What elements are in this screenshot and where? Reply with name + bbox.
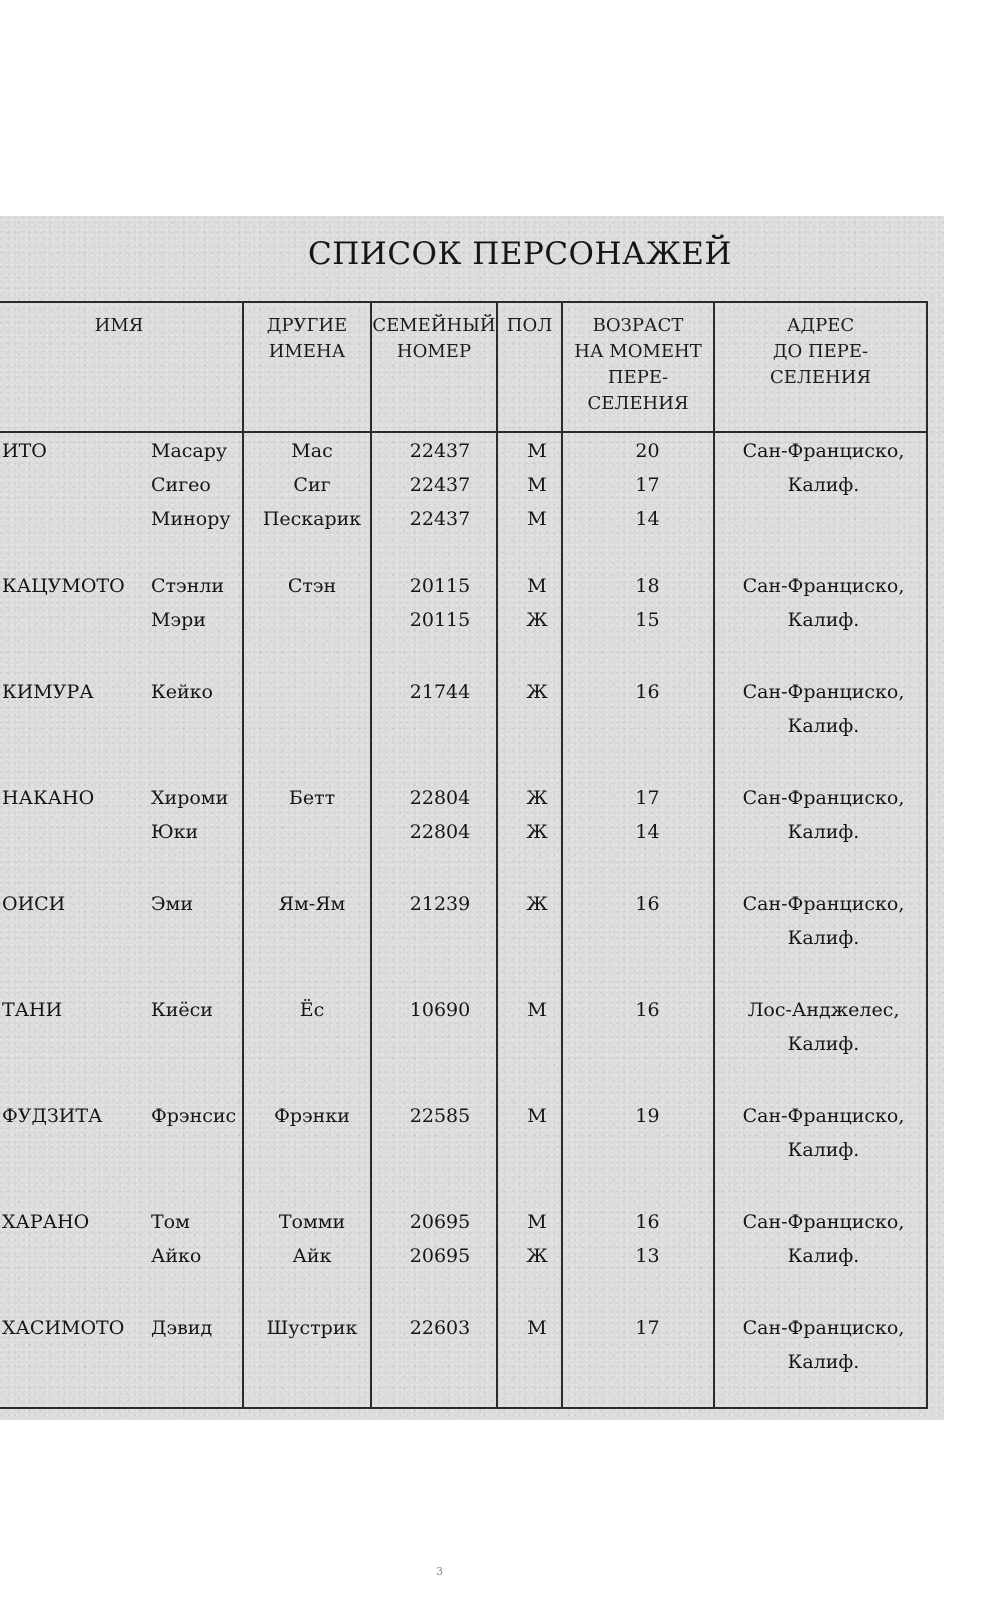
other-name-cell: Стэн xyxy=(287,575,337,597)
given-name-cell: Фрэнсис xyxy=(151,1105,237,1127)
address-cell: Сан-Франциско, xyxy=(742,1317,905,1339)
surname-cell: ФУДЗИТА xyxy=(2,1105,103,1127)
header-age-line: ПЕРЕ- xyxy=(607,367,669,388)
age-cell: 17 xyxy=(635,474,660,496)
given-name-cell: Дэвид xyxy=(151,1317,213,1339)
address-cell: Калиф. xyxy=(787,474,860,496)
address-cell: Калиф. xyxy=(787,1139,860,1161)
family-number-cell: 20695 xyxy=(409,1211,471,1233)
family-number-cell: 22804 xyxy=(409,821,471,843)
given-name-cell: Эми xyxy=(151,893,193,915)
given-name-cell: Масару xyxy=(151,440,228,462)
surname-cell: ОИСИ xyxy=(2,893,66,915)
header-name xyxy=(0,313,242,339)
address-cell: Сан-Франциско, xyxy=(742,440,905,462)
given-name-cell: Хироми xyxy=(151,787,229,809)
age-cell: 14 xyxy=(635,821,660,843)
age-cell: 16 xyxy=(635,999,660,1021)
page-number: 3 xyxy=(436,1565,443,1578)
given-name-cell: Мэри xyxy=(151,609,206,631)
address-cell: Сан-Франциско, xyxy=(742,575,905,597)
header-divider xyxy=(0,431,926,433)
family-number-cell: 21239 xyxy=(409,893,471,915)
address-cell: Калиф. xyxy=(787,821,860,843)
family-number-cell: 20115 xyxy=(409,575,471,597)
header-sex-line: ПОЛ xyxy=(506,315,553,336)
age-cell: 17 xyxy=(635,787,660,809)
given-name-cell: Том xyxy=(151,1211,190,1233)
age-cell: 13 xyxy=(635,1245,660,1267)
other-name-cell: Томми xyxy=(278,1211,346,1233)
surname-cell: ИТО xyxy=(2,440,47,462)
header-address xyxy=(715,313,926,391)
header-other-names-line: ДРУГИЕ xyxy=(266,315,348,336)
family-number-cell: 10690 xyxy=(409,999,471,1021)
address-cell: Калиф. xyxy=(787,1033,860,1055)
given-name-cell: Сигео xyxy=(151,474,211,496)
surname-cell: НАКАНО xyxy=(2,787,95,809)
age-cell: 17 xyxy=(635,1317,660,1339)
given-name-cell: Юки xyxy=(151,821,199,843)
header-age-line: ВОЗРАСТ xyxy=(592,315,684,336)
sex-cell: М xyxy=(527,474,547,496)
other-name-cell: Пескарик xyxy=(262,508,362,530)
sex-cell: Ж xyxy=(526,681,548,703)
sex-cell: Ж xyxy=(526,893,548,915)
age-cell: 20 xyxy=(635,440,660,462)
sex-cell: М xyxy=(527,575,547,597)
family-number-cell: 22585 xyxy=(409,1105,471,1127)
age-cell: 16 xyxy=(635,681,660,703)
address-cell: Сан-Франциско, xyxy=(742,787,905,809)
given-name-cell: Стэнли xyxy=(151,575,225,597)
surname-cell: ТАНИ xyxy=(2,999,63,1021)
age-cell: 14 xyxy=(635,508,660,530)
other-name-cell: Фрэнки xyxy=(274,1105,350,1127)
other-name-cell: Ям-Ям xyxy=(278,893,346,915)
age-cell: 15 xyxy=(635,609,660,631)
family-number-cell: 22603 xyxy=(409,1317,471,1339)
family-number-cell: 22437 xyxy=(409,440,471,462)
sex-cell: Ж xyxy=(526,1245,548,1267)
sex-cell: Ж xyxy=(526,821,548,843)
sex-cell: М xyxy=(527,440,547,462)
family-number-cell: 20695 xyxy=(409,1245,471,1267)
address-cell: Калиф. xyxy=(787,927,860,949)
header-age xyxy=(563,313,713,417)
other-name-cell: Бетт xyxy=(288,787,336,809)
header-age-line: НА МОМЕНТ xyxy=(574,341,702,362)
header-address-line: ДО ПЕРЕ- xyxy=(772,341,869,362)
given-name-cell: Кейко xyxy=(151,681,213,703)
page-title: СПИСОК ПЕРСОНАЖЕЙ xyxy=(308,236,732,272)
header-age-line: СЕЛЕНИЯ xyxy=(587,393,689,414)
given-name-cell: Минору xyxy=(151,508,231,530)
family-number-cell: 22804 xyxy=(409,787,471,809)
family-number-cell: 22437 xyxy=(409,508,471,530)
surname-cell: КАЦУМОТО xyxy=(2,575,125,597)
sex-cell: М xyxy=(527,508,547,530)
address-cell: Калиф. xyxy=(787,1245,860,1267)
sex-cell: М xyxy=(527,999,547,1021)
header-sex xyxy=(498,313,561,339)
other-name-cell: Айк xyxy=(292,1245,332,1267)
address-cell: Калиф. xyxy=(787,1351,860,1373)
address-cell: Сан-Франциско, xyxy=(742,1105,905,1127)
character-roster-table xyxy=(0,301,928,1409)
sex-cell: М xyxy=(527,1317,547,1339)
header-other-names-line: ИМЕНА xyxy=(268,341,346,362)
header-family-number-line: НОМЕР xyxy=(396,341,472,362)
surname-cell: КИМУРА xyxy=(2,681,94,703)
given-name-cell: Айко xyxy=(151,1245,202,1267)
header-address-line: АДРЕС xyxy=(786,315,855,336)
age-cell: 19 xyxy=(635,1105,660,1127)
address-cell: Калиф. xyxy=(787,715,860,737)
header-other-names xyxy=(244,313,370,365)
given-name-cell: Киёси xyxy=(151,999,213,1021)
age-cell: 16 xyxy=(635,893,660,915)
address-cell: Сан-Франциско, xyxy=(742,681,905,703)
other-name-cell: Мас xyxy=(291,440,333,462)
family-number-cell: 21744 xyxy=(409,681,471,703)
other-name-cell: Шустрик xyxy=(266,1317,358,1339)
sex-cell: Ж xyxy=(526,609,548,631)
address-cell: Калиф. xyxy=(787,609,860,631)
header-family-number xyxy=(372,313,496,365)
surname-cell: ХАРАНО xyxy=(2,1211,90,1233)
family-number-cell: 20115 xyxy=(409,609,471,631)
address-cell: Сан-Франциско, xyxy=(742,1211,905,1233)
sex-cell: М xyxy=(527,1211,547,1233)
address-cell: Сан-Франциско, xyxy=(742,893,905,915)
address-cell: Лос-Анджелес, xyxy=(747,999,900,1021)
header-name-line: ИМЯ xyxy=(94,315,144,336)
sex-cell: Ж xyxy=(526,787,548,809)
sex-cell: М xyxy=(527,1105,547,1127)
other-name-cell: Сиг xyxy=(293,474,331,496)
age-cell: 18 xyxy=(635,575,660,597)
family-number-cell: 22437 xyxy=(409,474,471,496)
column-divider xyxy=(242,303,244,1407)
age-cell: 16 xyxy=(635,1211,660,1233)
other-name-cell: Ёс xyxy=(299,999,325,1021)
surname-cell: ХАСИМОТО xyxy=(2,1317,125,1339)
header-family-number-line: СЕМЕЙНЫЙ xyxy=(372,315,496,336)
header-address-line: СЕЛЕНИЯ xyxy=(769,367,871,388)
